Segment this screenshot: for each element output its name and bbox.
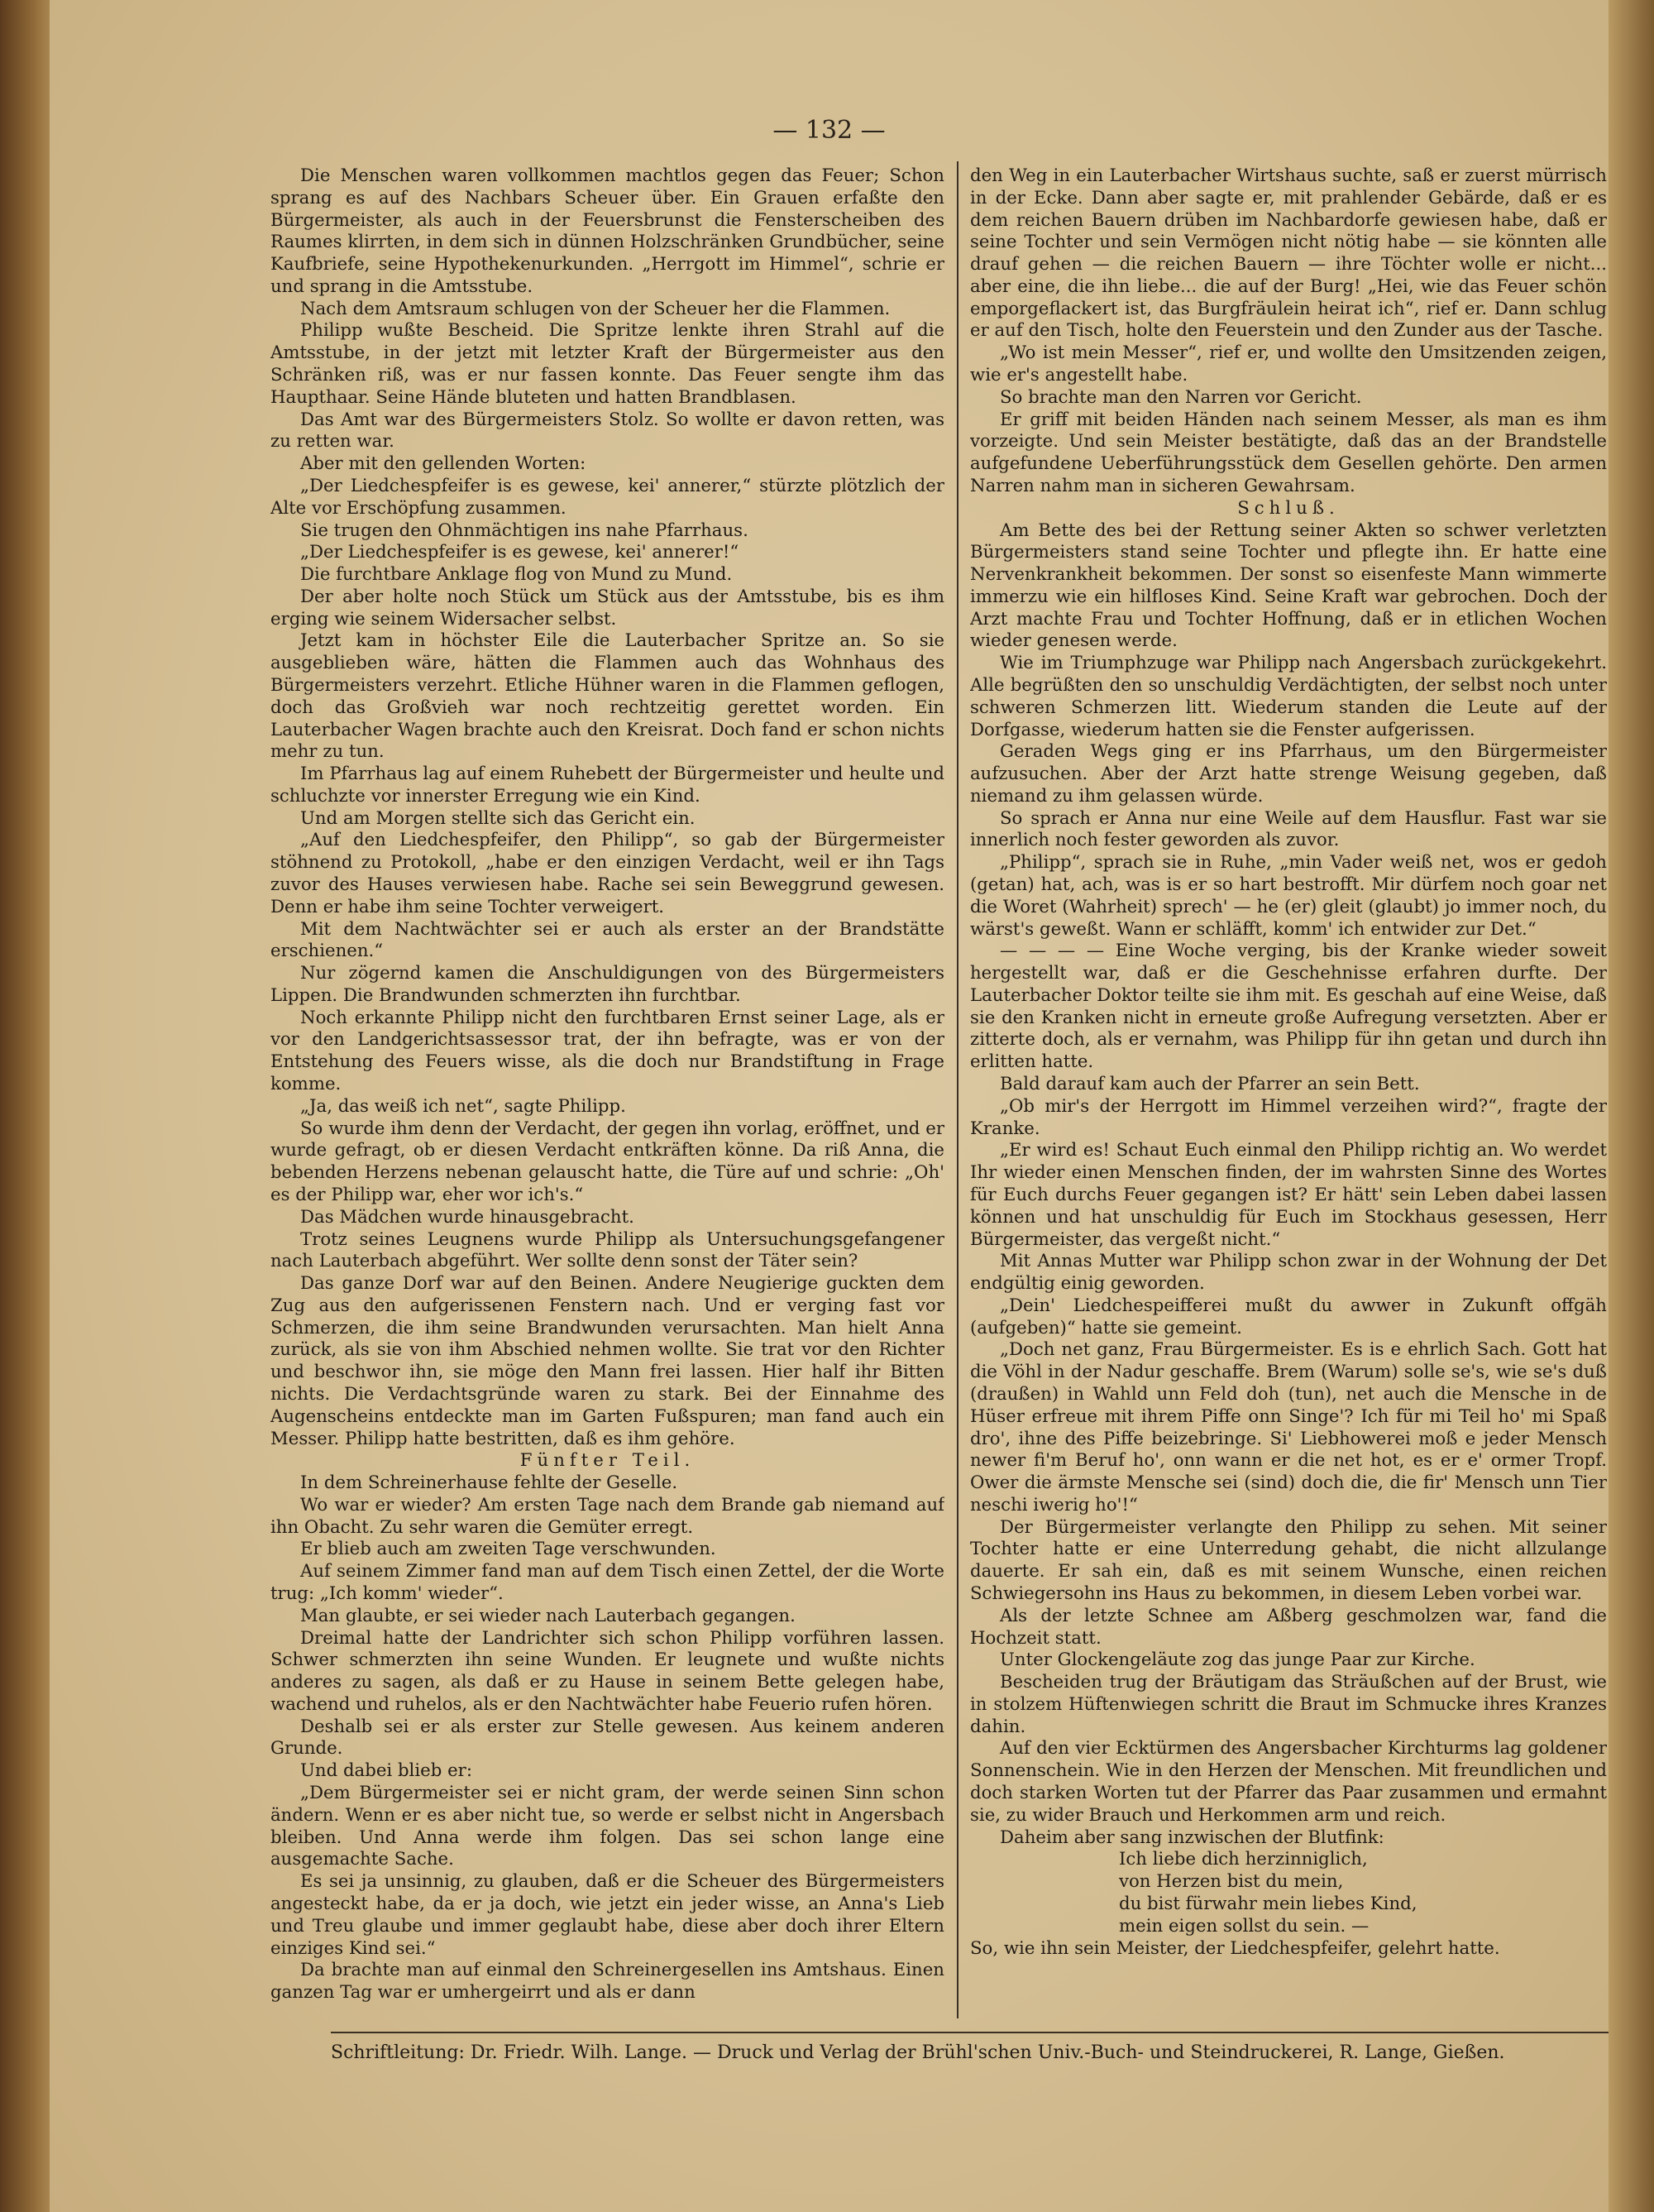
paragraph: Der aber holte noch Stück um Stück aus der Amtsstube, bis es ihm erging wie seinem Widersacher selbst.	[270, 586, 944, 630]
paragraph: „Der Liedchespfeifer is es gewese, kei' annerer,“ stürzte plötzlich der Alte vor Erschöpfung zusammen.	[270, 475, 944, 519]
verse-line: du bist fürwahr mein liebes Kind,	[1119, 1893, 1417, 1914]
left-column	[270, 165, 944, 2010]
paragraph: Und am Morgen stellte sich das Gericht ein.	[300, 807, 696, 829]
paragraph: So brachte man den Narren vor Gericht.	[1000, 386, 1362, 408]
paragraph: So wurde ihm denn der Verdacht, der gegen ihn vorlag, eröffnet, und er wurde gefragt, ob er diesen Verdacht entkräften könne. Da riß Anna, die bebenden Herzens nebenan gelauscht hatte, die Türe auf und schrie: „Oh' es der Philipp war, eher wor ich's.“	[270, 1118, 944, 1205]
verse-line: mein eigen sollst du sein. —	[1119, 1915, 1370, 1937]
verse-line: von Herzen bist du mein,	[1119, 1871, 1344, 1893]
paragraph: Die Menschen waren vollkommen machtlos gegen das Feuer; Schon sprang es auf des Nachbars Scheuer über. Ein Grauen erfaßte den Bürgermeister, als auch in der Feuersbrunst die Fensterscheiben des Raumes klirrten, in dem sich in dünnen Holzschränken Grundbücher, seine Kaufbriefe, seine Hypothekenurkunden. „Herrgott im Himmel“, schrie er und sprang in die Amtsstube.	[270, 165, 944, 297]
paragraph: „Ja, das weiß ich net“, sagte Philipp.	[300, 1095, 626, 1117]
paragraph: Unter Glockengeläute zog das junge Paar zur Kirche.	[1000, 1649, 1475, 1671]
paragraph: Nur zögernd kamen die Anschuldigungen von des Bürgermeisters Lippen. Die Brandwunden schmerzten ihn furchtbar.	[270, 963, 944, 1006]
paragraph: Er griff mit beiden Händen nach seinem Messer, als man es ihm vorzeigte. Und sein Meister bestätigte, daß das an der Brandstelle aufgefundene Ueberführungsstück dem Gesellen gehörte. Den armen Narren nahm man in sicheren Gewahrsam.	[970, 409, 1607, 496]
paragraph: Am Bette des bei der Rettung seiner Akten so schwer verletzten Bürgermeisters stand seine Tochter und pflegte ihn. Er hatte eine Nervenkrankheit bekommen. Der sonst so eisenfeste Mann wimmerte immerzu wie ein hilfloses Kind. Seine Kraft war gebrochen. Doch der Arzt machte Frau und Tochter Hoffnung, daß er in etlichen Wochen wieder genesen werde.	[970, 519, 1607, 652]
newspaper-page	[50, 0, 1609, 2212]
paragraph: Der Bürgermeister verlangte den Philipp zu sehen. Mit seiner Tochter hatte er eine Unterredung gehabt, die nicht allzulange dauerte. Er sah ein, daß es mit seinem Wunsche, einen reichen Schwiegersohn ins Haus zu bekommen, in diesem Leben vorbei war.	[970, 1516, 1607, 1604]
paragraph: Bald darauf kam auch der Pfarrer an sein Bett.	[1000, 1074, 1420, 1095]
column-divider	[957, 161, 958, 2018]
paragraph: Daheim aber sang inzwischen der Blutfink:	[1000, 1827, 1384, 1848]
paragraph: Jetzt kam in höchster Eile die Lauterbacher Spritze an. So sie ausgeblieben wäre, hätten die Flammen auch das Wohnhaus des Bürgermeisters verzehrt. Etliche Hühner waren in die Flammen geflogen, doch das Großvieh war noch rechtzeitig gerettet worden. Ein Lauterbacher Wagen brachte auch den Kreisrat. Doch fand er schon nichts mehr zu tun.	[270, 630, 944, 763]
imprint-footer: Schriftleitung: Dr. Friedr. Wilh. Lange. — Druck und Verlag der Brühl'schen Univ.-Buch- und Steindruckerei, R. Lange, Gießen.	[331, 2042, 1505, 2063]
footer-rule	[331, 2032, 1609, 2033]
paragraph: „Er wird es! Schaut Euch einmal den Philipp richtig an. Wo werdet Ihr wieder einen Menschen finden, der im wahrsten Sinne des Wortes für Euch durchs Feuer gegangen ist? Er hätt' sein Leben dabei lassen können und hat unschuldig für Euch im Stockhaus gesessen, Herr Bürgermeister, das vergeßt nicht.“	[970, 1140, 1607, 1250]
paragraph: In dem Schreinerhause fehlte der Geselle.	[300, 1472, 678, 1494]
paragraph: Aber mit den gellenden Worten:	[300, 453, 586, 475]
paragraph: Noch erkannte Philipp nicht den furchtbaren Ernst seiner Lage, als er vor den Landgerichtsassessor trat, der ihn befragte, was er von der Entstehung des Feuers wisse, als die doch nur Brandstiftung in Frage komme.	[270, 1007, 944, 1095]
paragraph: Man glaubte, er sei wieder nach Lauterbach gegangen.	[300, 1605, 796, 1626]
paragraph: Bescheiden trug der Bräutigam das Sträußchen auf der Brust, wie in stolzem Hüftenwiegen schritt die Braut im Schmucke ihres Kranzes dahin.	[970, 1672, 1607, 1737]
paragraph: Wo war er wieder? Am ersten Tage nach dem Brande gab niemand auf ihn Obacht. Zu sehr waren die Gemüter erregt.	[270, 1494, 944, 1538]
paragraph: Die furchtbare Anklage flog von Mund zu Mund.	[300, 564, 733, 586]
paragraph: Im Pfarrhaus lag auf einem Ruhebett der Bürgermeister und heulte und schluchzte vor innerster Erregung wie ein Kind.	[270, 764, 944, 807]
paragraph: Er blieb auch am zweiten Tage verschwunden.	[300, 1539, 716, 1560]
paragraph: Mit Annas Mutter war Philipp schon zwar in der Wohnung der Det endgültig einig geworden.	[970, 1251, 1607, 1295]
paragraph: Deshalb sei er als erster zur Stelle gewesen. Aus keinem anderen Grunde.	[270, 1716, 944, 1760]
paragraph: Das ganze Dorf war auf den Beinen. Andere Neugierige guckten dem Zug aus den aufgerissenen Fenstern nach. Und er verging fast vor Schmerzen, die ihm seine Brandwunden verursachten. Man hielt Anna zurück, als sie von ihm Abschied nehmen wollte. Sie trat vor den Richter und beschwor ihn, sie möge den Mann frei lassen. Hier half ihr Bitten nichts. Die Verdachtsgründe waren zu stark. Bei der Einnahme des Augenscheins entdeckte man im Garten Fußspuren; man fand auch ein Messer. Philipp hatte bestritten, daß es ihm gehöre.	[270, 1273, 944, 1449]
paragraph: Sie trugen den Ohnmächtigen ins nahe Pfarrhaus.	[300, 519, 748, 541]
right-column	[970, 165, 1607, 2010]
page-number: — 132 —	[772, 116, 886, 145]
paragraph: „Wo ist mein Messer“, rief er, und wollte den Umsitzenden zeigen, wie er's angestellt habe.	[970, 342, 1607, 386]
paragraph: — — — — Eine Woche verging, bis der Kranke wieder soweit hergestellt war, daß er die Geschehnisse erfahren durfte. Der Lauterbacher Doktor teilte sie ihm mit. Es geschah auf eine Weise, daß sie den Kranken nicht in erneute große Aufregung versetzten. Aber er zitterte doch, als er vernahm, was Philipp für ihn getan und durch ihn erlitten hatte.	[970, 941, 1607, 1073]
paragraph: So sprach er Anna nur eine Weile auf dem Hausflur. Fast war sie innerlich noch fester geworden als zuvor.	[970, 807, 1607, 851]
paragraph: Dreimal hatte der Landrichter sich schon Philipp vorführen lassen. Schwer schmerzten ihn seine Wunden. Er leugnete und wußte nichts anderes zu sagen, als daß er zu Hause in seinem Bette gelegen habe, wachend und ruhelos, als er den Nachtwächter habe Feuerio rufen hören.	[270, 1627, 944, 1715]
facing-page-edge	[1609, 0, 1654, 2212]
paragraph: „Philipp“, sprach sie in Ruhe, „min Vader weiß net, wos er gedoh (getan) hat, ach, was is er so hart bestrofft. Mir dürfem noch goar net die Woret (Wahrheit) sprech' — he (er) gleit (glaubt) jo immer noch, du wärst's geweßt. Wann er schläfft, komm' ich entwider zur Det.“	[970, 852, 1607, 940]
paragraph: „Doch net ganz, Frau Bürgermeister. Es is e ehrlich Sach. Gott hat die Vöhl in der Nadur geschaffe. Brem (Warum) solle se's, wie se's duß (draußen) in Wahld unn Feld doh (tun), net auch die Mensche in de Hüser erfreue mit ihrem Piffe onn Singe'? Ich für mi Teil ho' mi Spaß dro', ihne des Piffe beizebringe. Si' Liebhowerei moß e jeder Mensch newer fi'm Beruf ho', onn wann er die net hot, es er e' ormer Tropf. Ower die ärmste Mensche sei (sind) doch die, die fir' Mensch unn Tier neschi iwerig ho'!“	[970, 1339, 1607, 1515]
paragraph: Und dabei blieb er:	[300, 1760, 472, 1782]
paragraph: Das Mädchen wurde hinausgebracht.	[300, 1206, 634, 1228]
paragraph: Mit dem Nachtwächter sei er auch als erster an der Brandstätte erschienen.“	[270, 918, 944, 962]
paragraph: Das Amt war des Bürgermeisters Stolz. So wollte er davon retten, was zu retten war.	[270, 409, 944, 452]
paragraph: Auf seinem Zimmer fand man auf dem Tisch einen Zettel, der die Worte trug: „Ich komm' wieder“.	[270, 1561, 944, 1604]
paragraph: Geraden Wegs ging er ins Pfarrhaus, um den Bürgermeister aufzusuchen. Aber der Arzt hatte strenge Weisung gegeben, daß niemand zu ihm gelassen würde.	[970, 741, 1607, 807]
paragraph: Als der letzte Schnee am Aßberg geschmolzen war, fand die Hochzeit statt.	[970, 1605, 1607, 1649]
paragraph: den Weg in ein Lauterbacher Wirtshaus suchte, saß er zuerst mürrisch in der Ecke. Dann aber sagte er, mit prahlender Gebärde, daß er es dem reichen Bauern drüben im Nachbardorfe gewiesen habe, daß er seine Tochter und sein Vermögen nicht nötig habe — sie könnten alle drauf gehen — die reichen Bauern — ihre Töchter wolle er nicht... aber eine, die ihn liebe... die auf der Burg! „Hei, wie das Feuer schön emporgeflackert ist, das Burgfräulein heirat ich“, rief er. Dann schlug er auf den Tisch, holte den Feuerstein und den Zunder aus der Tasche.	[970, 165, 1607, 342]
paragraph: Wie im Triumphzuge war Philipp nach Angersbach zurückgekehrt. Alle begrüßten den so unschuldig Verdächtigten, der selbst noch unter schweren Schmerzen litt. Wiederum standen die Leute auf der Dorfgasse, wiederum hatten sie die Fenster aufgerissen.	[970, 653, 1607, 740]
section-heading: Fünfter Teil.	[519, 1450, 696, 1472]
paragraph: Nach dem Amtsraum schlugen von der Scheuer her die Flammen.	[300, 298, 891, 319]
paragraph: Da brachte man auf einmal den Schreinergesellen ins Amtshaus. Einen ganzen Tag war er umhergeirrt und als er dann	[270, 1960, 944, 2004]
paragraph: „Ob mir's der Herrgott im Himmel verzeihen wird?“, fragte der Kranke.	[970, 1095, 1607, 1139]
verse-line: Ich liebe dich herzinniglich,	[1119, 1849, 1368, 1870]
paragraph: Es sei ja unsinnig, zu glauben, daß er die Scheuer des Bürgermeisters angesteckt habe, da er ja doch, wie jetzt ein jeder wisse, an Anna's Lieb und Treu glaube und immer geglaubt habe, diese aber doch ihrer Eltern einziges Kind sei.“	[270, 1871, 944, 1959]
paragraph: „Dein' Liedchespeifferei mußt du awwer in Zukunft offgäh (aufgeben)“ hatte sie gemeint.	[970, 1295, 1607, 1338]
paragraph: „Auf den Liedchespfeifer, den Philipp“, so gab der Bürgermeister stöhnend zu Protokoll, „habe er den einzigen Verdacht, weil er ihn Tags zuvor des Hauses verwiesen habe. Rache sei sein Beweggrund gewesen. Denn er habe ihm seine Tochter verweigert.	[270, 830, 944, 917]
paragraph: „Der Liedchespfeifer is es gewese, kei' annerer!“	[300, 542, 739, 563]
paragraph: Philipp wußte Bescheid. Die Spritze lenkte ihren Strahl auf die Amtsstube, in der jetzt mit letzter Kraft der Bürgermeister aus den Schränken riß, was er nur fassen konnte. Das Feuer sengte ihm das Haupthaar. Seine Hände bluteten und hatten Brandblasen.	[270, 320, 944, 408]
paragraph: Auf den vier Ecktürmen des Angersbacher Kirchturms lag goldener Sonnenschein. Wie in den Herzen der Menschen. Mit freundlichen und doch starken Worten tut der Pfarrer das Paar zusammen und ermahnt sie, zu wider Brauch und Herkommen arm und reich.	[970, 1738, 1607, 1826]
paragraph: „Dem Bürgermeister sei er nicht gram, der werde seinen Sinn schon ändern. Wenn er es aber nicht tue, so werde er selbst nicht in Angersbach bleiben. Und Anna werde ihm folgen. Das sei schon lange eine ausgemachte Sache.	[270, 1783, 944, 1870]
paragraph: So, wie ihn sein Meister, der Liedchespfeifer, gelehrt hatte.	[970, 1937, 1500, 1959]
paragraph: Trotz seines Leugnens wurde Philipp als Untersuchungsgefangener nach Lauterbach abgeführt. Wer sollte denn sonst der Täter sein?	[270, 1228, 944, 1272]
book-binding	[0, 0, 50, 2212]
section-heading: Schluß.	[1237, 497, 1340, 519]
